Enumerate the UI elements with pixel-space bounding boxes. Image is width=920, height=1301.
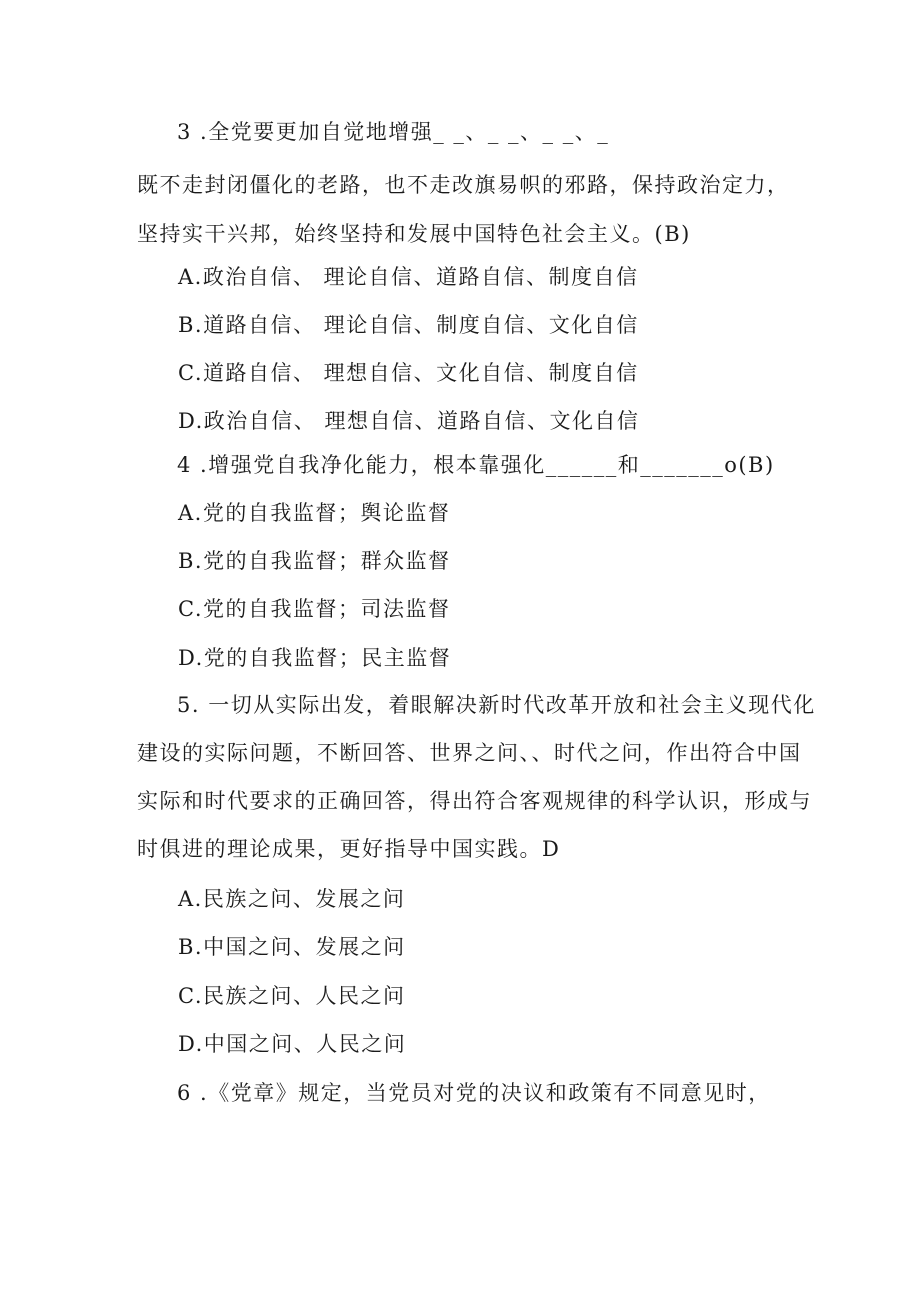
question-6-stem-line-1: 6 .《党章》规定，当党员对党的决议和政策有不同意见时， xyxy=(177,1081,771,1105)
question-3-stem-line-3: 坚持实干兴邦，始终坚持和发展中国特色社会主义。(B) xyxy=(137,222,691,246)
question-5-stem-line-1: 5. 一切从实际出发，着眼解决新时代改革开放和社会主义现代化 xyxy=(177,693,816,717)
question-5-stem-line-2: 建设的实际问题，不断回答、世界之问、、时代之问，作出符合中国 xyxy=(137,741,802,765)
question-4-option-c: C.党的自我监督；司法监督 xyxy=(178,597,451,621)
question-5-option-d: D.中国之问、人民之问 xyxy=(178,1032,407,1056)
question-3-stem-line-2: 既不走封闭僵化的老路，也不走改旗易帜的邪路，保持政治定力， xyxy=(137,173,790,197)
question-4-stem-line-1: 4 .增强党自我净化能力，根本靠强化______和_______o(B) xyxy=(177,453,775,477)
question-4-option-d: D.党的自我监督；民主监督 xyxy=(178,646,452,670)
question-4-option-b: B.党的自我监督；群众监督 xyxy=(178,549,451,573)
question-5-stem-line-3: 实际和时代要求的正确回答，得出符合客观规律的科学认识，形成与 xyxy=(137,789,812,813)
question-5-option-b: B.中国之问、发展之问 xyxy=(178,935,406,959)
question-3-option-c: C.道路自信、 理想自信、文化自信、制度自信 xyxy=(178,361,639,385)
question-5-option-c: C.民族之问、人民之问 xyxy=(178,984,406,1008)
question-5-option-a: A.民族之问、发展之问 xyxy=(178,887,406,911)
question-3-option-d: D.政治自信、 理想自信、道路自信、文化自信 xyxy=(178,409,640,433)
question-4-option-a: A.党的自我监督；舆论监督 xyxy=(178,501,451,525)
question-5-stem-line-4: 时俱进的理论成果，更好指导中国实践。D xyxy=(137,837,561,861)
question-3-option-a: A.政治自信、 理论自信、道路自信、制度自信 xyxy=(178,265,639,289)
question-3-option-b: B.道路自信、 理论自信、制度自信、文化自信 xyxy=(178,313,639,337)
question-3-stem-line-1: 3 .全党要更加自觉地增强_ _、_ _、_ _、_ xyxy=(177,120,610,144)
